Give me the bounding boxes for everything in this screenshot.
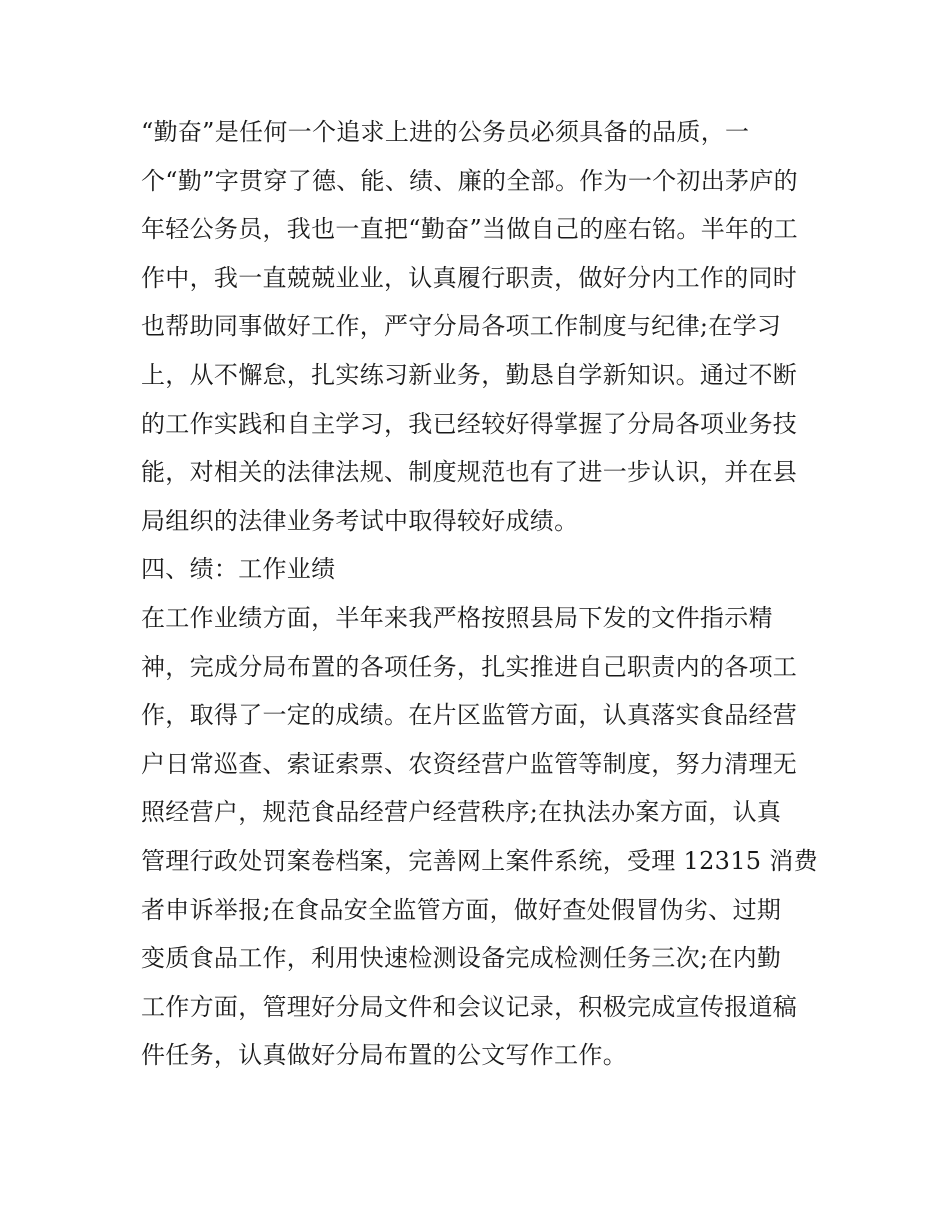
text-line: 年轻公务员，我也一直把“勤奋”当做自己的座右铭。半年的工	[141, 215, 798, 244]
text-line: 神，完成分局布置的各项任务，扎实推进自己职责内的各项工	[141, 652, 798, 681]
text-line: 在工作业绩方面，半年来我严格按照县局下发的文件指示精	[141, 603, 773, 632]
text-line: “勤奋”是任何一个追求上进的公务员必须具备的品质，一	[141, 118, 750, 146]
text-line: 者申诉举报;在食品安全监管方面，做好查处假冒伪劣、过期	[141, 895, 782, 924]
text-line: 个“勤”字贯穿了德、能、绩、廉的全部。作为一个初出茅庐的	[141, 166, 798, 195]
text-line: 作，取得了一定的成绩。在片区监管方面，认真落实食品经营	[141, 701, 798, 730]
section-heading: 四、绩：工作业绩	[141, 555, 336, 584]
text-line: 户日常巡查、索证索票、农资经营户监管等制度，努力清理无	[141, 749, 798, 778]
text-line: 管理行政处罚案卷档案，完善网上案件系统，受理 12315 消费	[141, 846, 818, 875]
text-line: 上，从不懈怠，扎实练习新业务，勤恳自学新知识。通过不断	[141, 360, 798, 389]
body-text	[141, 108, 821, 1080]
text-line: 局组织的法律业务考试中取得较好成绩。	[141, 506, 579, 535]
text-line: 照经营户，规范食品经营户经营秩序;在执法办案方面，认真	[141, 798, 782, 827]
text-line: 的工作实践和自主学习，我已经较好得掌握了分局各项业务技	[141, 409, 798, 438]
text-line: 能，对相关的法律法规、制度规范也有了进一步认识，并在县	[141, 458, 798, 487]
text-line: 也帮助同事做好工作，严守分局各项工作制度与纪律;在学习	[141, 312, 782, 341]
text-line: 作中，我一直兢兢业业，认真履行职责，做好分内工作的同时	[141, 263, 798, 292]
text-line: 变质食品工作，利用快速检测设备完成检测任务三次;在内勤	[141, 944, 782, 973]
text-line: 工作方面，管理好分局文件和会议记录，积极完成宣传报道稿	[141, 992, 798, 1021]
text-line: 件任务，认真做好分局布置的公文写作工作。	[141, 1041, 627, 1070]
